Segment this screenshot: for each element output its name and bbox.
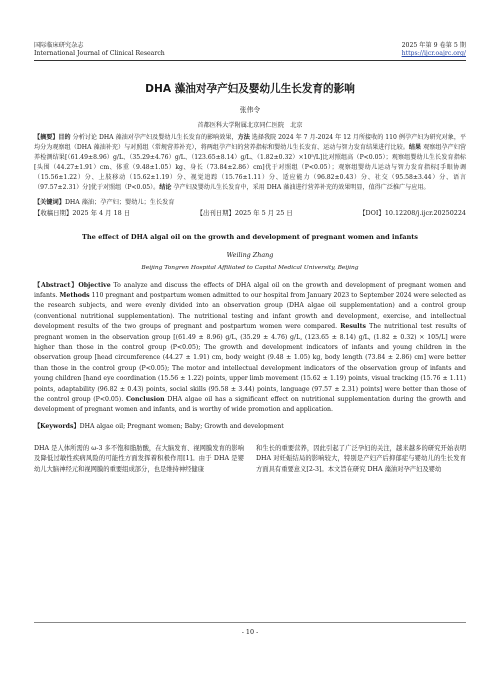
keywords-en [34,421,466,430]
methods-label-en: Methods [59,291,90,299]
doi: 【DOI】10.12208/j.ijcr.20250224 [359,208,466,217]
abstract-label-en: 【Abstract】 [34,281,79,289]
abstract-en [34,281,466,416]
abstract-cn [34,133,466,194]
journal-url-link[interactable]: https://ijcr.oajrc.org/ [401,50,466,57]
page-number: - 10 - [241,628,259,636]
abstract-label-cn: 【摘要】 [34,134,59,141]
footer-divider [34,622,466,623]
body-columns [34,444,466,476]
results-label-cn: 结果 [408,144,422,152]
header-divider [34,60,466,61]
keywords-label-en: 【Keywords】 [34,422,80,430]
affiliation-en: Beijing Tongren Hospital Affiliated to Capital Medical University, Beijing [141,264,359,271]
article-title-cn: DHA 藻油对孕产妇及婴幼儿生长发育的影响 [145,83,355,95]
objective-text-cn: 分析讨论 DHA 藻油对孕产妇及婴幼儿生长发育的影响效果， [72,134,238,141]
keywords-text-cn: DHA 藻油；孕产妇；婴幼儿；生长发育 [64,198,175,206]
methods-text-cn: 选择我院 2024 年 7 月-2024 年 12 月所接收的 110 例孕产妇为研究对象，平均分为观察组（DHA 藻油补充）与对照组（常规营养补充），将两组孕产妇的营养指标和婴幼儿生长发育、运动与智力发育结果进行比较。 [34,134,467,152]
article-meta [34,208,466,217]
objective-text-en: To analyze and discuss the effects of DHA algal oil on the growth and development of pregnant women and infants. [34,281,466,299]
author-cn: 张伟令 [239,106,261,114]
body-column-right: 和生长的重要营养，因此引起了广泛孕妇的关注，越来越多的研究开始表明 DHA 对妊娠结局的影响较大，特别是产妇产后抑郁症与婴幼儿的生长发育方面具有重要意义[2-3]。本文旨在研究 DHA 藻油对孕产妇及婴幼 [256,444,466,474]
article-page [34,0,466,476]
conclusion-label-cn: 结论 [159,184,172,192]
journal-header [34,42,466,58]
journal-name-en: International Journal of Clinical Research [34,50,165,57]
results-text-en: The nutritional test results of pregnant women in the observation group [(61.49 ± 8.96) g/L, (35.29 ± 4.76) g/L, (123.65 ± 8.14) g/L, (1.82 ± 0.32) × 105/L] were higher than those in the control group (P<0.05); The growth and development indicators of infants and young children in the observation group [head circumference (44.27 ± 1.91) cm, body weight (9.48 ± 1.05) kg, body length (73.84 ± 2.86) cm] were better than those in the control group (P<0.05); The motor and intellectual development indicators of the observation group of infants and young children [hand eye coordination (15.56 ± 1.22) points, upper limb movement (15.62 ± 1.19) points, visual tracking (15.76 ± 1.11) points, adaptability (96.82 ± 0.43) points, social skills (95.58 ± 3.44) points, language (97.57 ± 2.31) points] were better than those of the control group (P<0.05). [34,323,467,404]
keywords-label-cn: 【关键词】 [34,198,65,206]
keywords-cn [34,197,466,206]
conclusion-text-cn: 孕产妇及婴幼儿生长发育中，采用 DHA 藻油进行营养补充的效果明显，值得广泛推广与应用。 [173,184,430,192]
keywords-text-en: DHA algae oil; Pregnant women; Baby; Growth and development [79,422,284,430]
objective-label-cn: 目的 [58,134,71,141]
affiliation-cn: 首都医科大学附属北京同仁医院 北京 [197,122,303,129]
author-en: Weiling Zhang [226,250,274,259]
journal-name-cn: 国际临床研究杂志 [34,42,84,49]
results-label-en: Results [340,323,366,331]
published-date: 【出刊日期】2025 年 5 月 25 日 [196,208,293,217]
conclusion-label-en: Conclusion [125,396,165,404]
issue-info: 2025 年第 9 卷第 5 期 [401,42,466,49]
methods-text-en: 110 pregnant and postpartum women admitted to our hospital from January 2023 to September 2024 were selected as the research subjects, and were evenly divided into an observation group (DHA algae oil supplementation) and a control group (conventional nutritional supplementation). The nutritional testing and infant growth and development, exercise, and intellectual development results of the two groups of pregnant and postpartum women were compared. [34,291,467,331]
received-date: 【收稿日期】2025 年 4 月 18 日 [34,208,131,217]
methods-label-cn: 方法 [237,134,250,141]
body-column-left: DHA 是人体所需的 ω-3 多不饱和脂肪酸，在大脑发育、视网膜发育的影响及降低过敏性疾病风险的可能性方面发挥着积极作用[1]。由于 DHA 是婴幼儿大脑神经元和视网膜的重要组成部分，也是维持神经健康 [34,444,244,474]
objective-label-en: Objective [78,281,111,289]
article-title-en: The effect of DHA algal oil on the growth and development of pregnant women and infants [81,232,419,241]
conclusion-text-en: DHA algae oil has a significant effect on nutritional supplementation during the growth and development of pregnant women and infants, and is worthy of wide promotion and application. [34,396,467,414]
results-text-cn: 观察组孕产妇营养检测结果[（61.49±8.96）g/L、（35.29±4.76）g/L、（123.65±8.14）g/L、（1.82±0.32）×10⁵/L]比对照组高（P<0.05）；观察组婴幼儿生长发育指标[头围（44.27±1.91）cm、体重（9.48±1.05）kg、身长（73.84±2.86）cm]优于对照组（P<0.05）；观察组婴幼儿运动与智力发育指标[手眼协调（15.56±1.22）分、上肢移动（15.62±1.19）分、视觉追踪（15.76±1.11）分、适应能力（96.82±0.43）分、社交（95.58±3.44）分、语言（97.57±2.31）分]优于对照组（P<0.05）。 [34,144,467,192]
